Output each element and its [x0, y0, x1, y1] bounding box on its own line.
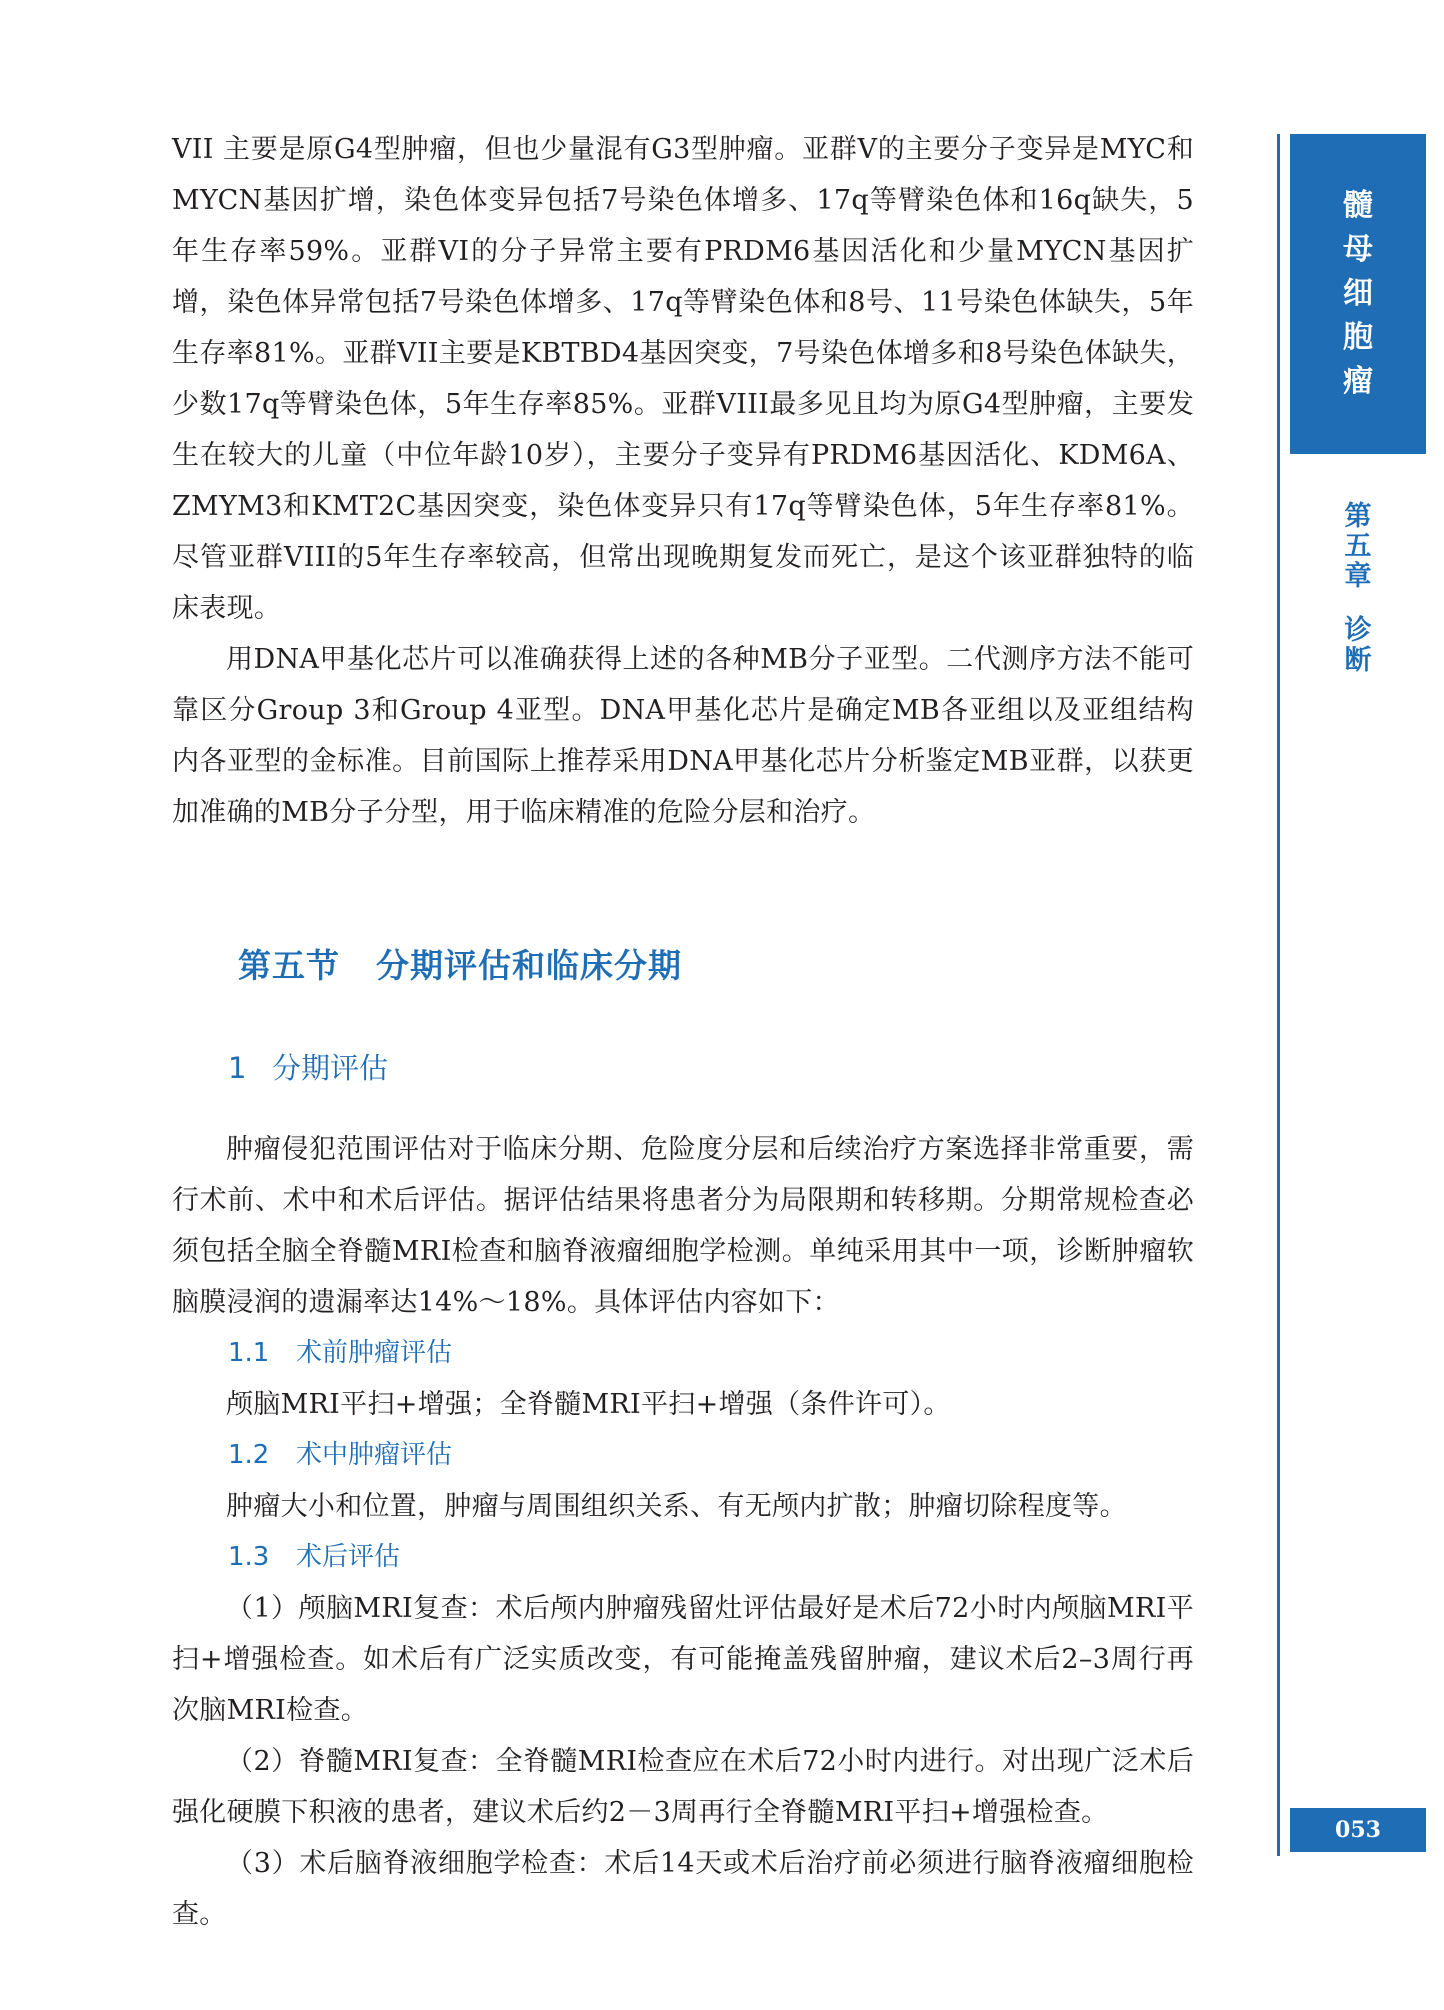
subsection-number: 1 [228, 1051, 247, 1085]
tab-char: 母 [1343, 232, 1373, 267]
postop-paragraph: （1）颅脑MRI复查：术后颅内肿瘤残留灶评估最好是术后72小时内颅脑MRI平扫+增强检查。如术后有广泛实质改变，有可能掩盖残留肿瘤，建议术后2–3周行再次脑MRI检查。 [172, 1593, 1194, 1726]
item-heading-preop [228, 1328, 1194, 1379]
margin-rule [1277, 134, 1280, 1856]
postop-paragraph: （3）术后脑脊液细胞学检查：术后14天或术后治疗前必须进行脑脊液瘤细胞检查。 [172, 1848, 1194, 1930]
chapter-title-char: 诊 [1344, 615, 1372, 646]
section-heading [238, 942, 1194, 990]
tab-char: 髓 [1343, 188, 1373, 223]
item-title: 术中肿瘤评估 [296, 1440, 453, 1470]
subsection-heading [228, 1046, 1194, 1090]
chapter-char: 章 [1344, 561, 1372, 592]
item-text-intraop: 肿瘤大小和位置，肿瘤与周围组织关系、有无颅内扩散；肿瘤切除程度等。 [226, 1491, 1127, 1522]
section-title: 分期评估和临床分期 [376, 946, 682, 985]
item-title: 术后评估 [296, 1542, 401, 1572]
item-number: 1.3 [228, 1542, 270, 1572]
body-paragraph: 用DNA甲基化芯片可以准确获得上述的各种MB分子亚型。二代测序方法不能可靠区分Group 3和Group 4亚型。DNA甲基化芯片是确定MB各亚组以及亚组结构内各亚型的金标准。目前国际上推荐采用DNA甲基化芯片分析鉴定MB亚群，以获更加准确的MB分子分型，用于临床精准的危险分层和治疗。 [172, 644, 1194, 828]
tab-char: 瘤 [1343, 364, 1373, 399]
side-tab-book-title [1290, 134, 1426, 454]
side-chapter-label [1290, 502, 1426, 676]
item-number: 1.2 [228, 1440, 270, 1470]
intro-paragraph: 肿瘤侵犯范围评估对于临床分期、危险度分层和后续治疗方案选择非常重要，需行术前、术中和术后评估。据评估结果将患者分为局限期和转移期。分期常规检查必须包括全脑全脊髓MRI检查和脑脊液瘤细胞学检测。单纯采用其中一项，诊断肿瘤软脑膜浸润的遗漏率达14%～18%。具体评估内容如下： [172, 1134, 1194, 1318]
page-number: 053 [1290, 1808, 1426, 1852]
item-heading-intraop [228, 1430, 1194, 1481]
chapter-char: 五 [1344, 531, 1372, 562]
postop-paragraph: （2）脊髓MRI复查：全脊髓MRI检查应在术后72小时内进行。对出现广泛术后强化硬膜下积液的患者，建议术后约2－3周再行全脊髓MRI平扫+增强检查。 [172, 1746, 1194, 1828]
subsection-title: 分期评估 [272, 1051, 389, 1085]
item-heading-postop [228, 1532, 1194, 1583]
item-title: 术前肿瘤评估 [296, 1338, 453, 1368]
chapter-title-char: 断 [1344, 645, 1372, 676]
page-content [172, 124, 1194, 1940]
body-paragraph: VII 主要是原G4型肿瘤，但也少量混有G3型肿瘤。亚群V的主要分子变异是MYC和MYCN基因扩增，染色体变异包括7号染色体增多、17q等臂染色体和16q缺失，5年生存率59%。亚群VI的分子异常主要有PRDM6基因活化和少量MYCN基因扩增，染色体异常包括7号染色体增多、17q等臂染色体和8号、11号染色体缺失，5年生存率81%。亚群VII主要是KBTBD4基因突变，7号染色体增多和8号染色体缺失，少数17q等臂染色体，5年生存率85%。亚群VIII最多见且均为原G4型肿瘤，主要发生在较大的儿童（中位年龄10岁），主要分子变异有PRDM6基因活化、KDM6A、ZMYM3和KMT2C基因突变，染色体变异只有17q等臂染色体，5年生存率81%。尽管亚群VIII的5年生存率较高，但常出现晚期复发而死亡，是这个该亚群独特的临床表现。 [172, 134, 1194, 624]
tab-char: 胞 [1343, 320, 1373, 355]
item-number: 1.1 [228, 1338, 270, 1368]
tab-char: 细 [1343, 276, 1373, 311]
chapter-char: 第 [1344, 501, 1372, 532]
item-text-preop: 颅脑MRI平扫+增强；全脊髓MRI平扫+增强（条件许可）。 [226, 1389, 951, 1420]
section-number: 第五节 [238, 946, 340, 985]
